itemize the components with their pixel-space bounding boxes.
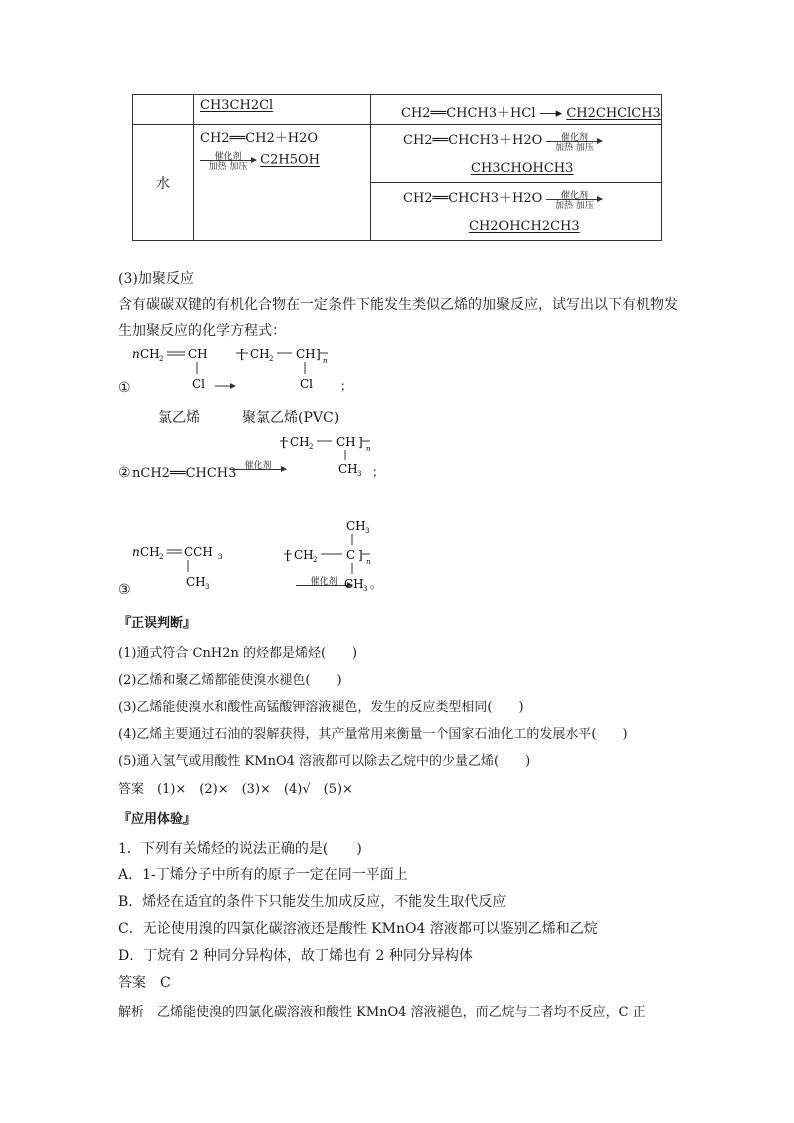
option-b: B．烯烃在适宜的条件下只能发生加成反应，不能发生取代反应	[118, 894, 507, 910]
svg-text:2: 2	[313, 556, 318, 564]
equation-propene-hcl: CH2══CHCH3＋HCl ▸ CH2CHClCH3	[401, 106, 661, 121]
intro-line-1: 含有碳碳双键的有机化合物在一定条件下能发生类似乙烯的加聚反应，试写出以下有机物发	[118, 297, 678, 313]
judgement-item: (4)乙烯主要通过石油的裂解获得，其产量常用来衡量一个国家石油化工的发展水平( )	[118, 727, 628, 742]
svg-text:。: 。	[370, 577, 383, 591]
judgement-item: (2)乙烯和聚乙烯都能使溴水褪色( )	[118, 673, 342, 688]
svg-text:CH: CH	[250, 347, 270, 361]
svg-text:2: 2	[269, 355, 274, 363]
svg-text:；: ；	[340, 379, 353, 393]
equation-propene-water-a: CH2══CHCH3＋H2O 催化剂 加热 加压	[403, 129, 602, 152]
equation-number-2: ②	[118, 465, 131, 481]
section-heading-judgement: 『正误判断』	[118, 616, 197, 631]
addition-reaction-table	[132, 94, 662, 241]
question-analysis: 解析 乙烯能使溴的四氯化碳溶液和酸性 KMnO4 溶液褪色，而乙烷与二者均不反应，C 正	[118, 1005, 646, 1020]
reaction-condition-arrow-icon: 催化剂 加热 加压	[546, 130, 602, 152]
svg-text:n: n	[132, 545, 140, 559]
question-answer: 答案 C	[118, 975, 171, 991]
condition-group	[200, 149, 320, 171]
monomer-name-vinyl-chloride: 氯乙烯	[158, 410, 200, 426]
svg-text:3: 3	[218, 553, 223, 561]
svg-text:3: 3	[357, 470, 362, 478]
option-d: D．丁烷有 2 种同分异构体，故丁烯也有 2 种同分异构体	[118, 948, 473, 964]
svg-text:CH: CH	[336, 435, 356, 449]
section-heading-application: 『应用体验』	[118, 812, 197, 827]
product-ethanol: C2H5OH	[260, 152, 320, 168]
svg-text:[: [	[286, 548, 291, 562]
product-chloroethane: CH3CH2Cl	[200, 98, 274, 113]
judgement-answer: 答案 (1)× (2)× (3)× (4)√ (5)×	[118, 782, 353, 797]
product-2-chloropropane: CH2CHClCH3	[566, 106, 661, 121]
svg-text:n: n	[366, 558, 371, 566]
reaction-condition-arrow-icon: 催化剂 加热 加压	[200, 149, 256, 171]
svg-text:CH: CH	[296, 347, 316, 361]
svg-text:3: 3	[365, 527, 370, 535]
svg-text:CH: CH	[290, 435, 310, 449]
svg-text:2: 2	[309, 443, 314, 451]
product-1-propanol: CH2OHCH2CH3	[469, 219, 580, 234]
equation-number-3: ③	[118, 582, 131, 598]
judgement-item: (1)通式符合 CnH2n 的烃都是烯烃( )	[118, 646, 358, 661]
svg-text:[: [	[282, 435, 287, 449]
equation-ethylene-water: CH2══CH2＋H2O	[200, 131, 319, 146]
svg-text:CH: CH	[344, 577, 364, 591]
svg-text:3: 3	[363, 585, 368, 593]
equation-vinyl-chloride-polymerization	[130, 340, 370, 400]
svg-text:]: ]	[358, 435, 363, 449]
svg-text:Cl: Cl	[300, 377, 314, 391]
svg-text:CH: CH	[338, 462, 358, 476]
svg-text:；: ；	[372, 465, 385, 479]
table-cell-reagent-water	[133, 125, 194, 241]
svg-text:C: C	[346, 548, 356, 562]
reaction-condition-arrow-icon: 催化剂 加热 加压	[546, 188, 602, 210]
section-heading-polymerization: (3)加聚反应	[118, 271, 194, 287]
svg-text:CH: CH	[140, 347, 160, 361]
svg-text:CH: CH	[294, 548, 314, 562]
polymer-name-pvc: 聚氯乙烯(PVC)	[242, 410, 340, 426]
svg-text:]: ]	[316, 347, 321, 361]
catalyst-arrow-icon: 催化剂	[296, 574, 352, 596]
polyisobutylene-structure	[284, 512, 394, 597]
svg-text:Cl: Cl	[192, 377, 206, 391]
table-cell-propene-water-a	[371, 125, 662, 183]
equation-propene-water-b: CH2══CHCH3＋H2O 催化剂 加热 加压	[403, 187, 602, 210]
svg-text:CH: CH	[140, 545, 160, 559]
reagent-label: 水	[156, 175, 170, 192]
judgement-item: (3)乙烯能使溴水和酸性高锰酸钾溶液褪色，发生的反应类型相同( )	[118, 700, 524, 715]
option-c: C．无论使用溴的四氯化碳溶液还是酸性 KMnO4 溶液都可以鉴别乙烯和乙烷	[118, 921, 598, 937]
table-cell-ethylene-water	[194, 125, 371, 241]
table-cell-propene-water-b	[371, 183, 662, 241]
svg-text:CH: CH	[188, 347, 208, 361]
svg-text:n: n	[323, 357, 328, 365]
reaction-arrow-icon	[540, 113, 556, 114]
table-cell-propene-hcl	[371, 95, 662, 125]
judgement-item: (5)通入氢气或用酸性 KMnO4 溶液都可以除去乙烷中的少量乙烯( )	[118, 754, 531, 769]
option-a: A．1-丁烯分子中所有的原子一定在同一平面上	[118, 867, 408, 883]
question-stem: 1．下列有关烯烃的说法正确的是( )	[118, 841, 362, 857]
equation-number-1: ①	[118, 380, 131, 396]
intro-line-2: 生加聚反应的化学方程式：	[118, 323, 286, 339]
svg-text:2: 2	[159, 553, 164, 561]
svg-text:CH: CH	[346, 519, 366, 533]
table-cell-ethylene-hcl	[194, 95, 371, 125]
svg-text:CH: CH	[186, 575, 206, 589]
svg-text:[: [	[240, 347, 245, 361]
svg-text:]: ]	[358, 548, 363, 562]
polypropylene-structure	[280, 428, 390, 483]
table-cell-reagent-empty	[133, 95, 194, 125]
svg-text:2: 2	[159, 355, 164, 363]
equation-propene-monomer: nCH2══CHCH3	[132, 466, 237, 481]
catalyst-arrow-icon: 催化剂	[230, 458, 286, 480]
svg-text:n: n	[132, 347, 140, 361]
product-2-propanol: CH3CHOHCH3	[471, 161, 574, 176]
svg-text:CCH: CCH	[184, 545, 213, 559]
isobutylene-monomer-structure	[130, 538, 230, 593]
svg-text:n: n	[366, 445, 371, 453]
svg-text:3: 3	[205, 583, 210, 591]
